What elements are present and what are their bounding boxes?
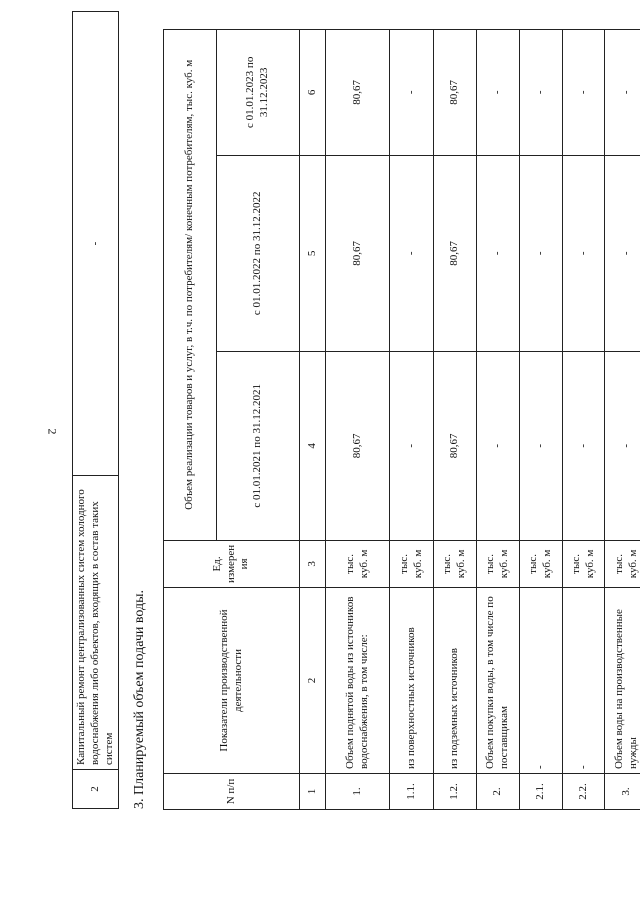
header-num: N п/п	[164, 774, 300, 810]
row-name: из поверхностных источников	[390, 588, 434, 774]
row-name: Объем поднятой воды из источников водоснабжения, в том числе:	[326, 588, 390, 774]
header-volume: Объем реализации товаров и услуг, в т.ч. по потребителям/ конечным потребителям, тыс. куб. м	[164, 29, 217, 540]
table-row	[520, 29, 563, 809]
row-num: 1.1.	[390, 774, 434, 810]
period-2022: с 01.01.2022 по 31.12.2022	[217, 155, 300, 351]
col-number: 4	[300, 351, 326, 540]
table-row	[326, 29, 390, 809]
row-unit: тыс. куб. м	[563, 540, 605, 587]
section-title: 3. Планируемый объем подачи воды.	[132, 589, 147, 809]
table-row	[563, 29, 605, 809]
row-value-2021: -	[390, 351, 434, 540]
row-value-2022: -	[605, 155, 640, 351]
col-number: 1	[300, 774, 326, 810]
row-value-2021: -	[563, 351, 605, 540]
column-number-row	[300, 29, 326, 809]
row-text: Капитальный ремонт централизованных систем холодного водоснабжения либо объектов, входящих в состав таких систем	[73, 476, 119, 770]
row-number: 2	[73, 770, 119, 809]
row-unit: тыс. куб. м	[477, 540, 520, 587]
row-unit: тыс. куб. м	[605, 540, 640, 587]
table-row	[390, 29, 434, 809]
row-unit: тыс. куб. м	[434, 540, 477, 587]
water-supply-table	[163, 29, 640, 810]
row-value-2022: -	[477, 155, 520, 351]
row-num: 2.2.	[563, 774, 605, 810]
table-row	[73, 12, 119, 809]
col-number: 5	[300, 155, 326, 351]
row-num: 2.	[477, 774, 520, 810]
row-value-2023: -	[520, 29, 563, 155]
row-num: 3.	[605, 774, 640, 810]
row-value-2023: 80,67	[434, 29, 477, 155]
row-value-2021: 80,67	[326, 351, 390, 540]
period-2021: с 01.01.2021 по 31.12.2021	[217, 351, 300, 540]
row-value-2023: -	[390, 29, 434, 155]
row-value-2021: -	[520, 351, 563, 540]
row-num: 2.1.	[520, 774, 563, 810]
period-2023: с 01.01.2023 по 31.12.2023	[217, 29, 300, 155]
row-name: Объем покупки воды, в том числе по поставщикам	[477, 588, 520, 774]
row-value-2023: -	[477, 29, 520, 155]
col-number: 6	[300, 29, 326, 155]
row-value-2022: 80,67	[434, 155, 477, 351]
row-name: -	[520, 588, 563, 774]
row-value-2022: -	[390, 155, 434, 351]
row-value-2021: -	[605, 351, 640, 540]
row-name: -	[563, 588, 605, 774]
row-value-2023: -	[563, 29, 605, 155]
header-row	[164, 29, 217, 809]
table-row	[477, 29, 520, 809]
row-value-2022: -	[563, 155, 605, 351]
row-value-2021: -	[477, 351, 520, 540]
row-value-2021: 80,67	[434, 351, 477, 540]
row-unit: тыс. куб. м	[390, 540, 434, 587]
col-number: 3	[300, 540, 326, 587]
header-indicator: Показатели производственной деятельности	[164, 588, 300, 774]
row-unit: тыс. куб. м	[520, 540, 563, 587]
col-number: 2	[300, 588, 326, 774]
row-value: -	[73, 12, 119, 476]
row-name: из подземных источников	[434, 588, 477, 774]
page-number: 2	[45, 428, 60, 435]
row-name: Объем воды на производственные нужды	[605, 588, 640, 774]
header-unit: Ед. измерен ия	[164, 540, 300, 587]
row-num: 1.2.	[434, 774, 477, 810]
row-value-2023: -	[605, 29, 640, 155]
table-row	[434, 29, 477, 809]
row-num: 1.	[326, 774, 390, 810]
table-row	[605, 29, 640, 809]
row-value-2022: -	[520, 155, 563, 351]
row-value-2023: 80,67	[326, 29, 390, 155]
top-table	[72, 11, 119, 809]
row-unit: тыс. куб. м	[326, 540, 390, 587]
row-value-2022: 80,67	[326, 155, 390, 351]
